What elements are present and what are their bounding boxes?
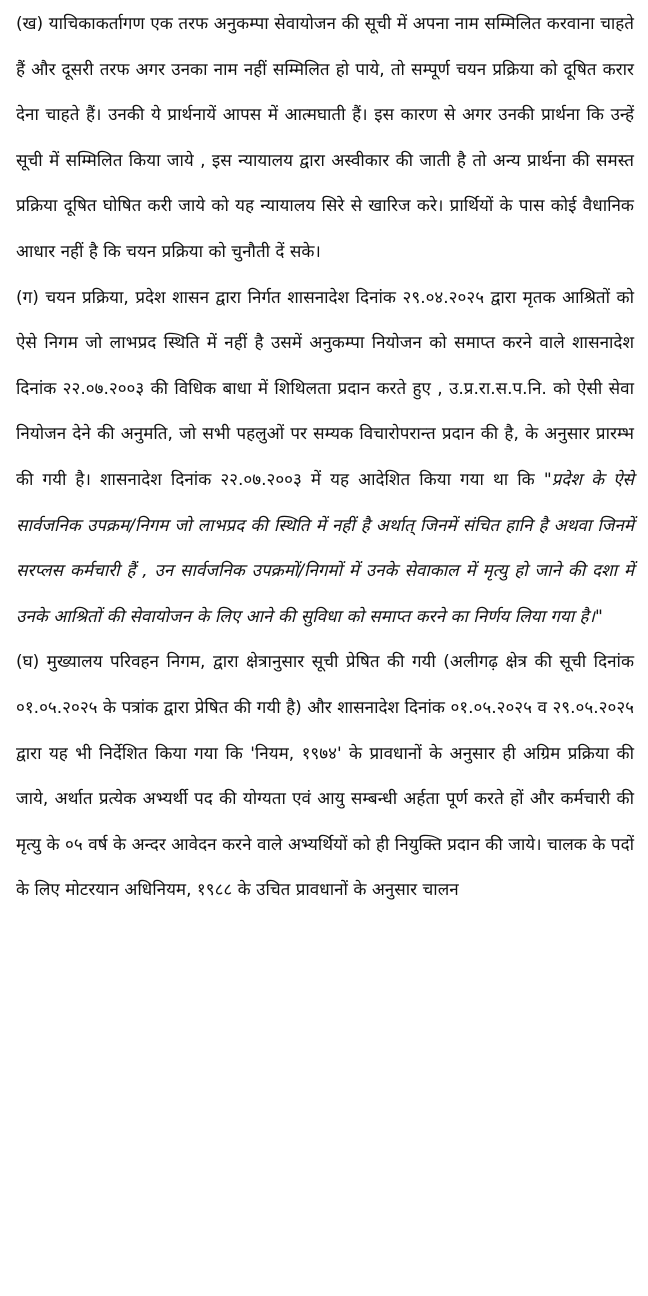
paragraph-gha-text: (घ) मुख्यालय परिवहन निगम, द्वारा क्षेत्रानुसार सूची प्रेषित की गयी (अलीगढ़ क्षेत्र की सूची दिनांक ०१.०५.२०२५ के पत्रांक द्वारा प्रेषित की गयी है) और शासनादेश दिनांक ०१.०५.२०२५ व २९.०५.२०२५ द्वारा यह भी निर्देशित किया गया कि 'नियम, १९७४' के प्रावधानों के अनुसार ही अग्रिम प्रक्रिया की जाये, अर्थात प्रत्येक अभ्यर्थी पद की योग्यता एवं आयु सम्बन्धी अर्हता पूर्ण करते हों और कर्मचारी की मृत्यु के ०५ वर्ष के अन्दर आवेदन करने वाले अभ्यर्थियों को ही नियुक्ति प्रदान की जाये। चालक के पदों के लिए मोटरयान अधिनियम, १९८८ के उचित प्रावधानों के अनुसार चालन [16,652,634,901]
paragraph-ga [16,276,634,641]
paragraph-kha-text: (ख) याचिकाकर्तागण एक तरफ अनुकम्पा सेवायोजन की सूची में अपना नाम सम्मिलित करवाना चाहते हैं और दूसरी तरफ अगर उनका नाम नहीं सम्मिलित हो पाये, तो सम्पूर्ण चयन प्रक्रिया को दूषित करार देना चाहते हैं। उनकी ये प्रार्थनायें आपस में आत्मघाती हैं। इस कारण से अगर उनकी प्रार्थना कि उन्हें सूची में सम्मिलित किया जाये , इस न्यायालय द्वारा अस्वीकार की जाती है तो अन्य प्रार्थना की समस्त प्रक्रिया दूषित घोषित करी जाये को यह न्यायालय सिरे से खारिज करे। प्रार्थियों के पास कोई वैधानिक आधार नहीं है कि चयन प्रक्रिया को चुनौती दें सके। [16,14,634,262]
paragraph-gha [16,640,634,914]
paragraph-kha [16,2,634,276]
paragraph-ga-text: (ग) चयन प्रक्रिया, प्रदेश शासन द्वारा निर्गत शासनादेश दिनांक २९.०४.२०२५ द्वारा मृतक आश्रितों को ऐसे निगम जो लाभप्रद स्थिति में नहीं है उसमें अनुकम्पा नियोजन को समाप्त करने वाले शासनादेश दिनांक २२.०७.२००३ की विधिक बाधा में शिथिलता प्रदान करते हुए , उ.प्र.रा.स.प.नि. को ऐसी सेवा नियोजन देने की अनुमति, जो सभी पहलुओं पर सम्यक विचारोपरान्त प्रदान की है, के अनुसार प्रारम्भ की गयी है। शासनादेश दिनांक २२.०७.२००३ में यह आदेशित किया गया था कि [16,287,634,490]
quoted-government-order: "प्रदेश के ऐसे सार्वजनिक उपक्रम/निगम जो लाभप्रद की स्थिति में नहीं है अर्थात् जिनमें संचित हानि है अथवा जिनमें सरप्लस कर्मचारी हैं , उन सार्वजनिक उपक्रमों/निगमों में उनके सेवाकाल में मृत्यु हो जाने की दशा में उनके आश्रितों की सेवायोजन के लिए आने की सुविधा को समाप्त करने का निर्णय लिया गया है।" [16,469,634,627]
